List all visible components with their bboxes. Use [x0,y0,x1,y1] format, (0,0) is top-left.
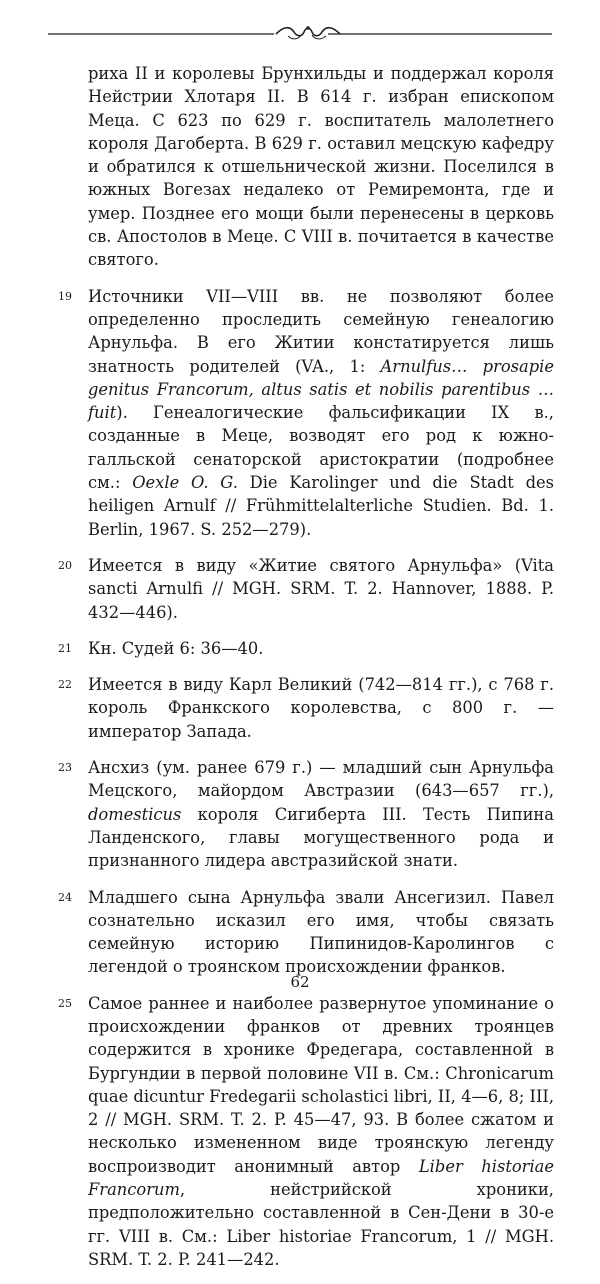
italic-text: Oexle O. G. [132,473,238,493]
footnote-number: 20 [58,558,72,572]
ornament-icon [48,22,552,46]
footnote-number: 19 [58,289,72,303]
text-run: Die Karolinger und die Stadt des heiligen Arnulf // Frühmittelalterliche Studien. Bd. 1. Berlin, 1967. S. 252—279). [88,473,554,539]
footnote-number: 24 [58,890,72,904]
footnote-number: 25 [58,996,72,1010]
footnote-20 [58,554,554,624]
footnote-number: 23 [58,761,72,775]
footnote-text [88,287,554,539]
text-run: Имеется в виду Карл Великий (742—814 гг.), с 768 г. король Франкского королевства, с 800 г. — император Запада. [88,675,554,741]
page-number: 62 [290,973,310,991]
italic-text: domesticus [88,804,182,824]
footnote-21 [58,637,554,660]
text-run: Имеется в виду «Житие святого Арнульфа» (Vita sancti Arnulfi // MGH. SRM. T. 2. Hannover, 1888. P. 432—446). [88,555,554,622]
text-run: ). Генеалогические фальсификации IX в., созданные в Меце, возводят его род к южно-галльской сенаторской аристократии (подробнее см.: [88,403,554,493]
footnote-24 [58,886,554,979]
text-run: Кн. Судей 6: 36—40. [88,638,264,658]
text-run: Источники VII—VIII вв. не позволяют более определенно проследить семейную генеалогию Арнульфа. В его Житии констатируется лишь знатность родителей (VA., 1: [88,286,554,376]
footnote-text [88,639,263,658]
footnote-continuation [58,62,554,272]
text-run: риха II и королевы Брунхильды и поддержал короля Нейстрии Хлотаря II. В 614 г. избран епископом Меца. С 623 по 629 г. воспитатель малолетнего короля Дагоберта. В 629 г. оставил мецскую кафедру и обратился к отшельнической жизни. Поселился в южных Вогезах недалеко от Ремиремонта, где и умер. Позднее его мощи были перенесены в церковь св. Апостолов в Меце. С VIII в. почитается в качестве святого. [88,64,554,270]
text-run: Ансхиз (ум. ранее 679 г.) — младший сын Арнульфа Мецского, майордом Австразии (643—657 гг.), [88,758,554,801]
footnote-22 [58,673,554,743]
text-run: , нейстрийской хроники, предположительно составленной в Сен-Дени в 30-е гг. VIII в. См.: Liber historiae Francorum, 1 // MGH. SRM. T. 2. P. 241—242. [88,1180,554,1269]
footnote-number: 22 [58,678,72,692]
footnote-text [88,994,554,1269]
footnote-25 [58,992,554,1272]
footnote-23 [58,756,554,872]
italic-text: Arnulfus… prosapie genitus Francorum, altus satis et nobilis parentibus … fuit [88,356,554,423]
footnote-text [88,675,554,741]
footnote-number: 21 [58,641,72,655]
footnote-text [88,556,554,622]
text-run: Самое раннее и наиболее развернутое упоминание о происхождении франков от древних троянцев содержится в хронике Фредегара, составленной в Бургундии в первой половине VII в. См.: Chronicarum quae dicuntur Fredegarii scholastici libri, II, 4—6, 8; III, 2 // MGH. SRM. T. 2. P. 45—47, 93. В более сжатом и несколько измененном виде троянскую легенду воспроизводит анонимный автор [88,993,554,1176]
footnote-text [88,64,554,269]
footnote-text [88,888,554,977]
footnotes [58,62,554,1284]
footnote-text [88,758,554,870]
footnote-19 [58,285,554,541]
text-run: короля Сигиберта III. Тесть Пипина Ланденского, главы могущественного рода и признанного лидера австразийской знати. [88,804,554,871]
text-run: Младшего сына Арнульфа звали Ансегизил. Павел сознательно исказил его имя, чтобы связать семейную историю Пипинидов-Каролингов с легендой о троянском происхождении франков. [88,887,554,977]
header-ornament [48,22,552,46]
italic-text: Liber historiae Francorum [88,1156,555,1200]
